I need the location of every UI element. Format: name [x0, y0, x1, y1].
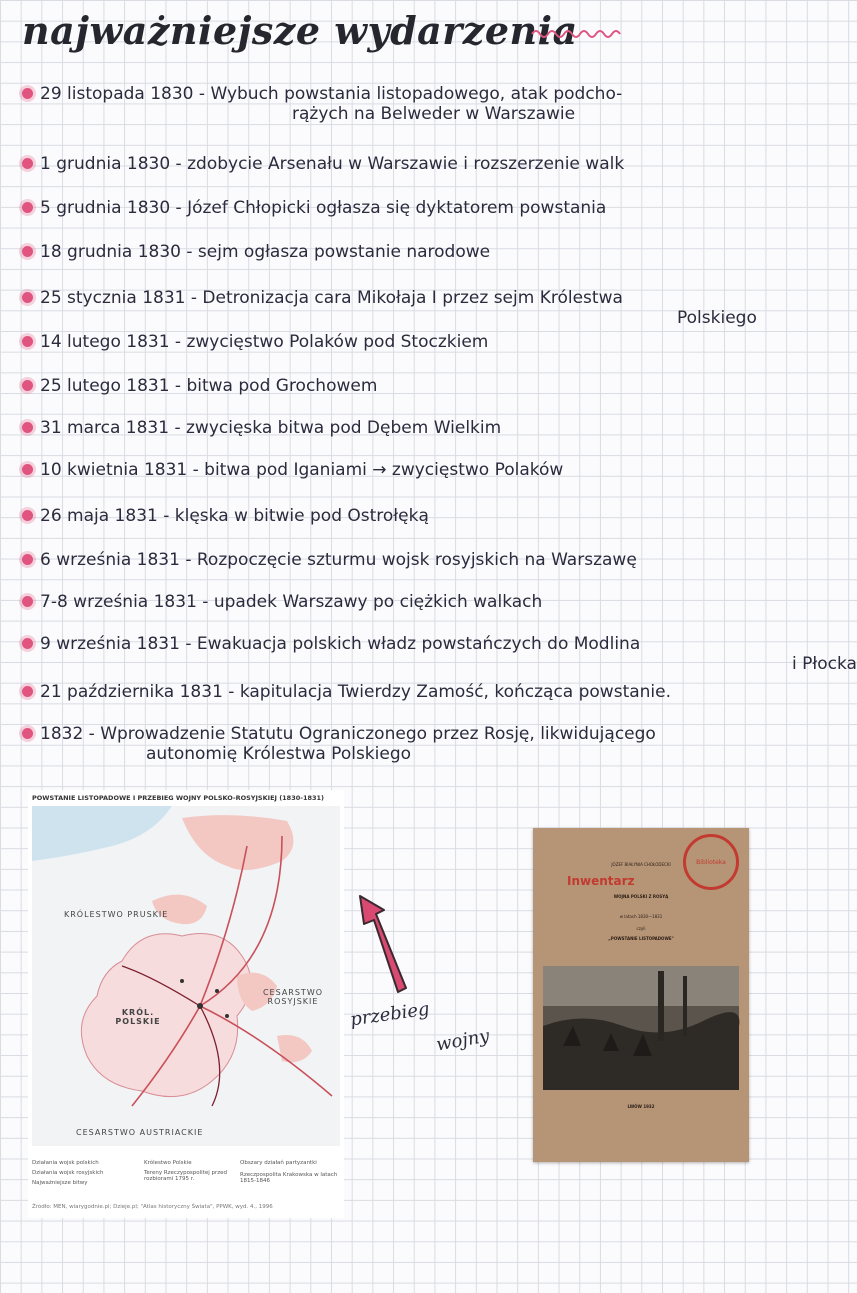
bullet-icon	[22, 554, 33, 565]
map-label-austria: CESARSTWO AUSTRIACKIE	[76, 1128, 204, 1137]
bullet-icon	[22, 292, 33, 303]
event-description: - upadek Warszawy po ciężkich walkach	[196, 592, 543, 612]
book-city: LWÓW 1932	[627, 1104, 655, 1109]
legend-item: Rzeczpospolita Krakowska w latach 1815-1846	[240, 1172, 338, 1184]
bullet-icon	[22, 422, 33, 433]
bullet-icon	[22, 638, 33, 649]
book-inventory: Inwentarz	[567, 874, 635, 888]
event-description: - Wprowadzenie Statutu Ograniczonego przez Rosję, likwidującego	[83, 724, 656, 744]
event-date: 29 listopada 1830	[40, 84, 194, 104]
bullet-icon	[22, 596, 33, 607]
event-date: 9 września 1831	[40, 634, 180, 654]
map-title: POWSTANIE LISTOPADOWE I PRZEBIEG WOJNY POLSKO-ROSYJSKIEJ (1830-1831)	[32, 794, 325, 802]
event-continuation: rążych na Belweder w Warszawie	[292, 104, 576, 124]
book-author: JÓZEF BIAŁYNIA CHOŁODECKI	[611, 862, 671, 867]
event-date: 26 maja 1831	[40, 506, 158, 526]
event-description: - Detronizacja cara Mikołaja I przez sejm Królestwa	[185, 288, 623, 308]
event-description: - bitwa pod Grochowem	[169, 376, 378, 396]
bullet-icon	[22, 336, 33, 347]
bullet-icon	[22, 88, 33, 99]
book-cover	[533, 828, 749, 1162]
legend-item: Obszary działań partyzantki	[240, 1160, 317, 1166]
title-squiggle	[530, 26, 622, 40]
event-description: - zwycięska bitwa pod Dębem Wielkim	[169, 418, 502, 438]
event-date: 25 lutego 1831	[40, 376, 170, 396]
event-continuation: Polskiego	[677, 308, 757, 328]
event-description: - sejm ogłasza powstanie narodowe	[180, 242, 491, 262]
legend-item: Działania wojsk rosyjskich	[32, 1170, 104, 1176]
event-date: 6 września 1831	[40, 550, 180, 570]
event-date: 14 lutego 1831	[40, 332, 170, 352]
event-date: 10 kwietnia 1831	[40, 460, 188, 480]
bullet-icon	[22, 158, 33, 169]
book-title-years: w latach 1830—1831	[619, 914, 663, 919]
bullet-icon	[22, 246, 33, 257]
map-source: Źródło: MEN, wiarygodnie.pl; Dzieje.pl; "Atlas historyczny Świata", PPWK, wyd. 4., 1996	[32, 1204, 273, 1210]
book-title-czyli: czyli	[636, 926, 646, 931]
map-label-kingdom: KRÓL. POLSKIE	[115, 1008, 161, 1026]
event-description: - Ewakuacja polskich władz powstańczych do Modlina	[179, 634, 641, 654]
event-description: - Rozpoczęcie szturmu wojsk rosyjskich na Warszawę	[179, 550, 637, 570]
annotation-line2: wojny	[434, 1025, 492, 1056]
event-description: - klęska w bitwie pod Ostrołęką	[157, 506, 429, 526]
map-figure	[28, 790, 344, 1218]
book-illustration	[543, 966, 739, 1090]
legend-item: Królestwo Polskie	[144, 1160, 192, 1166]
arrow-icon	[346, 892, 416, 1002]
event-date: 31 marca 1831	[40, 418, 170, 438]
legend-item: Działania wojsk polskich	[32, 1160, 99, 1166]
map-illustration	[32, 806, 340, 1146]
legend-item: Najważniejsze bitwy	[32, 1180, 88, 1186]
event-date: 5 grudnia 1830	[40, 198, 171, 218]
event-description: - Wybuch powstania listopadowego, atak podcho-	[193, 84, 623, 104]
book-title-main: WOJNA POLSKI Z ROSYĄ	[613, 894, 669, 899]
bullet-icon	[22, 464, 33, 475]
bullet-icon	[22, 728, 33, 739]
page-title: najważniejsze wydarzenia	[22, 8, 578, 53]
library-stamp: Biblioteka	[683, 834, 739, 890]
annotation-line1: przebieg	[348, 998, 431, 1031]
event-description: - zdobycie Arsenału w Warszawie i rozszerzenie walk	[170, 154, 625, 174]
event-continuation: i Płocka	[792, 654, 857, 674]
event-date: 21 października 1831	[40, 682, 223, 702]
event-description: - zwycięstwo Polaków pod Stoczkiem	[169, 332, 489, 352]
event-description: - Józef Chłopicki ogłasza się dyktatorem powstania	[170, 198, 607, 218]
event-continuation: autonomię Królestwa Polskiego	[146, 744, 412, 764]
map-label-russia: CESARSTWO ROSYJSKIE	[262, 988, 324, 1006]
bullet-icon	[22, 686, 33, 697]
event-date: 7-8 września 1831	[40, 592, 197, 612]
event-date: 1832	[40, 724, 84, 744]
legend-item: Tereny Rzeczypospolitej przed rozbiorami 1795 r.	[144, 1170, 228, 1182]
event-date: 1 grudnia 1830	[40, 154, 171, 174]
event-date: 25 stycznia 1831	[40, 288, 186, 308]
event-description: - kapitulacja Twierdzy Zamość, kończąca powstanie.	[222, 682, 672, 702]
bullet-icon	[22, 202, 33, 213]
bullet-icon	[22, 380, 33, 391]
map-label-prussia: KRÓLESTWO PRUSKIE	[64, 910, 169, 919]
book-title-sub: „POWSTANIE LISTOPADOWE"	[608, 936, 674, 941]
bullet-icon	[22, 510, 33, 521]
event-description: - bitwa pod Iganiami → zwycięstwo Polaków	[187, 460, 564, 480]
event-date: 18 grudnia 1830	[40, 242, 181, 262]
